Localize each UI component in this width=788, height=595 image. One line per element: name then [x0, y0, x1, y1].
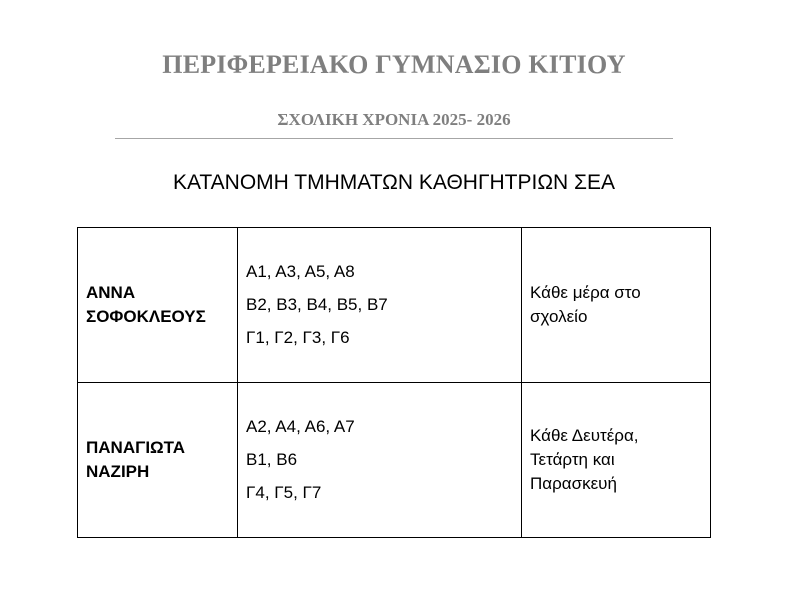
sections-cell — [238, 228, 522, 383]
sections-grade-c: Γ1, Γ2, Γ3, Γ6 — [246, 328, 350, 347]
table-row — [78, 228, 711, 383]
teacher-last-name: ΣΟΦΟΚΛΕΟΥΣ — [86, 307, 206, 326]
sections-grade-c: Γ4, Γ5, Γ7 — [246, 483, 322, 502]
sections-grade-b: Β1, Β6 — [246, 450, 298, 469]
schedule-cell — [522, 228, 711, 383]
schedule-line: Παρασκευή — [530, 474, 617, 493]
schedule-line: σχολείο — [530, 307, 588, 326]
teacher-first-name: ΠΑΝΑΓΙΩΤΑ — [86, 438, 186, 457]
sections-grade-b: Β2, Β3, Β4, Β5, Β7 — [246, 295, 388, 314]
schedule-cell — [522, 383, 711, 538]
document-title: ΚΑΤΑΝΟΜΗ ΤΜΗΜΑΤΩΝ ΚΑΘΗΓΗΤΡΙΩΝ ΣΕΑ — [172, 171, 616, 194]
schedule-line: Κάθε Δευτέρα, — [530, 426, 639, 445]
school-name: ΠΕΡΙΦΕΡΕΙΑΚΟ ΓΥΜΝΑΣΙΟ ΚΙΤΙΟΥ — [162, 50, 626, 79]
schedule-line: Κάθε μέρα στο — [530, 283, 641, 302]
teacher-first-name: ΑΝΝΑ — [86, 283, 136, 302]
sections-grade-a: Α1, Α3, Α5, Α8 — [246, 262, 355, 281]
allocation-table — [77, 227, 711, 538]
table-row — [78, 383, 711, 538]
school-year: ΣΧΟΛΙΚΗ ΧΡΟΝΙΑ 2025- 2026 — [277, 110, 511, 129]
teacher-name-cell — [78, 383, 238, 538]
schedule-line: Τετάρτη και — [530, 450, 615, 469]
sections-cell — [238, 383, 522, 538]
teacher-last-name: ΝΑΖΙΡΗ — [86, 462, 150, 481]
teacher-name-cell — [78, 228, 238, 383]
header-divider — [115, 138, 673, 139]
sections-grade-a: Α2, Α4, Α6, Α7 — [246, 417, 355, 436]
